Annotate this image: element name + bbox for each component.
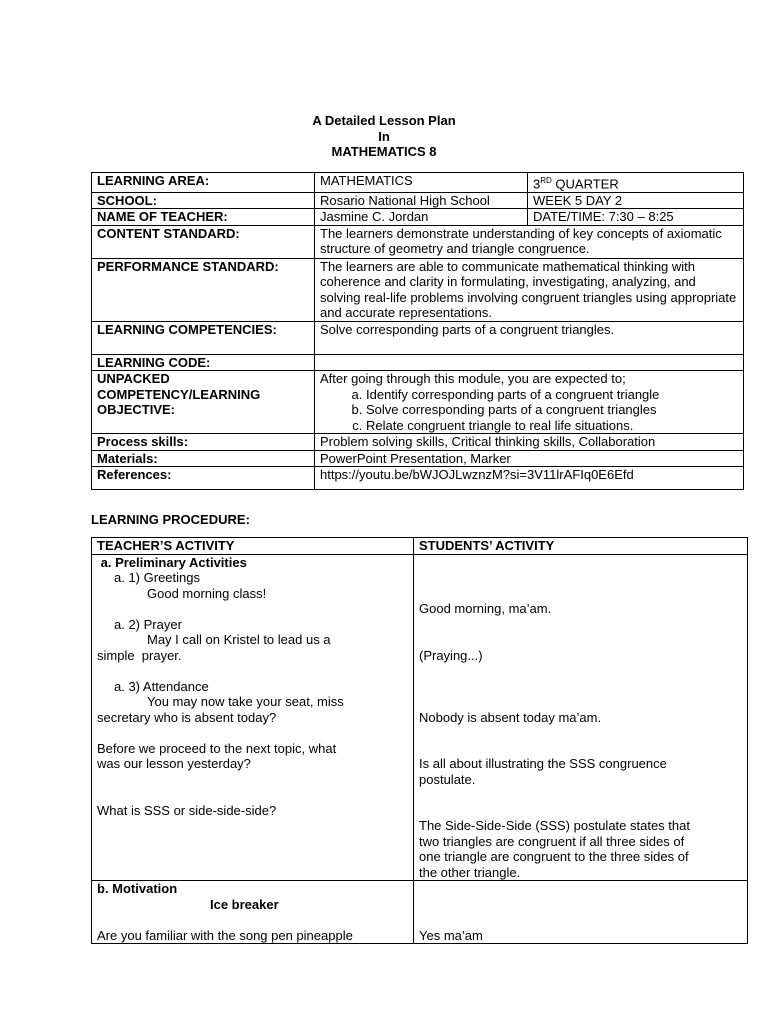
spacer	[97, 663, 408, 679]
prayer-title: a. 2) Prayer	[114, 616, 182, 632]
references-value: https://youtu.be/bWJOJLwznzM?si=3V11lrAFIq0E6Efd	[315, 467, 744, 490]
table-row	[92, 209, 744, 226]
prayer-reply: (Praying...)	[419, 647, 483, 663]
spacer	[97, 772, 408, 788]
week-value: WEEK 5 DAY 2	[528, 192, 744, 209]
objective-value	[315, 371, 744, 434]
spacer	[419, 803, 742, 819]
table-row	[92, 434, 744, 451]
sss-reply: the other triangle.	[419, 864, 521, 880]
list-item: a. Identify corresponding parts of a congruent triangle	[366, 387, 738, 403]
review-reply: Is all about illustrating the SSS congruence	[419, 756, 667, 771]
attendance-text: secretary who is absent today?	[97, 709, 277, 725]
spacer	[419, 787, 742, 803]
spacer	[97, 818, 408, 834]
attendance-text: You may now take your seat, miss	[147, 694, 344, 709]
objective-label-line: COMPETENCY/LEARNING	[97, 386, 261, 402]
lesson-plan-subject: MATHEMATICS 8	[331, 144, 437, 159]
materials-label: Materials:	[92, 450, 315, 467]
greetings-reply: Good morning, ma’am.	[419, 601, 552, 616]
greetings-text: Good morning class!	[147, 585, 267, 601]
competencies-value: Solve corresponding parts of a congruent triangles.	[315, 321, 744, 354]
quarter-value	[528, 173, 744, 193]
table-row	[92, 450, 744, 467]
lesson-info-table	[91, 172, 744, 490]
lesson-plan-title: A Detailed Lesson Plan	[312, 113, 456, 128]
icebreaker-title: Ice breaker	[210, 896, 279, 912]
spacer	[97, 725, 408, 741]
table-row	[92, 192, 744, 209]
learning-code-value	[315, 354, 744, 371]
learning-code-label: LEARNING CODE:	[92, 354, 315, 371]
spacer	[97, 601, 408, 617]
spacer	[419, 570, 742, 586]
prayer-text: simple prayer.	[97, 647, 182, 663]
table-row	[92, 538, 748, 555]
performance-standard-label: PERFORMANCE STANDARD:	[92, 258, 315, 321]
motivation-cell	[92, 881, 414, 944]
student-activity-header: STUDENTS’ ACTIVITY	[414, 538, 748, 555]
spacer	[419, 555, 742, 571]
table-row	[92, 354, 744, 371]
school-label: SCHOOL:	[92, 192, 315, 209]
table-row	[92, 371, 744, 434]
process-skills-label: Process skills:	[92, 434, 315, 451]
content-standard-label: CONTENT STANDARD:	[92, 225, 315, 258]
competencies-label: LEARNING COMPETENCIES:	[92, 321, 315, 354]
spacer	[97, 787, 408, 803]
objective-list	[320, 387, 738, 434]
motivation-reply-cell	[414, 881, 748, 944]
content-standard-value: The learners demonstrate understanding of key concepts of axiomatic structure of geometry and triangle congruence.	[315, 225, 744, 258]
spacer	[97, 865, 408, 881]
spacer	[419, 881, 742, 897]
spacer	[419, 912, 742, 928]
spacer	[97, 849, 408, 865]
attendance-reply: Nobody is absent today ma’am.	[419, 709, 602, 725]
prayer-text: May I call on Kristel to lead us a	[147, 632, 331, 647]
spacer	[419, 679, 742, 695]
table-row	[92, 225, 744, 258]
teacher-value: Jasmine C. Jordan	[315, 209, 528, 226]
teacher-activity-header: TEACHER’S ACTIVITY	[92, 538, 414, 555]
review-question: Before we proceed to the next topic, what	[97, 740, 337, 756]
spacer	[419, 617, 742, 633]
list-item: c. Relate congruent triangle to real life situations.	[366, 418, 738, 434]
table-row	[92, 881, 748, 944]
attendance-title: a. 3) Attendance	[114, 678, 209, 694]
learning-procedure-table	[91, 537, 748, 944]
spacer	[419, 632, 742, 648]
references-label: References:	[92, 467, 315, 490]
spacer	[97, 834, 408, 850]
learning-area-label: LEARNING AREA:	[92, 173, 315, 193]
quarter-text: QUARTER	[551, 176, 619, 192]
lesson-plan-title-in: In	[378, 129, 390, 144]
table-row	[92, 173, 744, 193]
sss-reply: The Side-Side-Side (SSS) postulate states that	[419, 818, 690, 833]
spacer	[419, 663, 742, 679]
sss-reply: two triangles are congruent if all three sides of	[419, 833, 685, 849]
spacer	[97, 912, 408, 928]
objective-label-line: UNPACKED	[97, 371, 170, 387]
spacer	[419, 725, 742, 741]
teacher-activity-cell	[92, 554, 414, 881]
table-row	[92, 467, 744, 490]
table-row	[92, 258, 744, 321]
datetime-value: DATE/TIME: 7:30 – 8:25	[528, 209, 744, 226]
school-value: Rosario National High School	[315, 192, 528, 209]
song-question: Are you familiar with the song pen pineapple	[97, 927, 353, 943]
learning-area-value: MATHEMATICS	[315, 173, 528, 193]
objective-label	[92, 371, 315, 434]
motivation-title: b. Motivation	[97, 881, 178, 896]
review-question: was our lesson yesterday?	[97, 756, 251, 771]
quarter-number: 3	[533, 176, 541, 192]
sss-reply: one triangle are congruent to the three sides of	[419, 849, 689, 864]
preliminary-title: a. Preliminary Activities	[97, 554, 247, 570]
spacer	[419, 586, 742, 602]
review-reply: postulate.	[419, 771, 476, 787]
spacer	[419, 694, 742, 710]
quarter-superscript: RD	[540, 176, 552, 185]
song-reply: Yes ma’am	[419, 927, 483, 943]
table-row	[92, 321, 744, 354]
objective-label-line: OBJECTIVE:	[97, 402, 176, 418]
table-row	[92, 554, 748, 881]
learning-procedure-heading: LEARNING PROCEDURE:	[91, 512, 250, 527]
objective-intro: After going through this module, you are expected to;	[320, 371, 626, 387]
spacer	[419, 897, 742, 913]
student-activity-cell	[414, 554, 748, 881]
materials-value: PowerPoint Presentation, Marker	[315, 450, 744, 467]
process-skills-value: Problem solving skills, Critical thinking skills, Collaboration	[315, 434, 744, 451]
greetings-title: a. 1) Greetings	[114, 570, 200, 585]
teacher-label: NAME OF TEACHER:	[92, 209, 315, 226]
list-item: b. Solve corresponding parts of a congruent triangles	[366, 402, 738, 418]
spacer	[419, 741, 742, 757]
sss-question: What is SSS or side-side-side?	[97, 802, 277, 818]
performance-standard-value: The learners are able to communicate mathematical thinking with coherence and clarity in formulating, investigating, analyzing, and solving real-life problems involving congruent triangles using appropriate and accurate representations.	[315, 258, 744, 321]
